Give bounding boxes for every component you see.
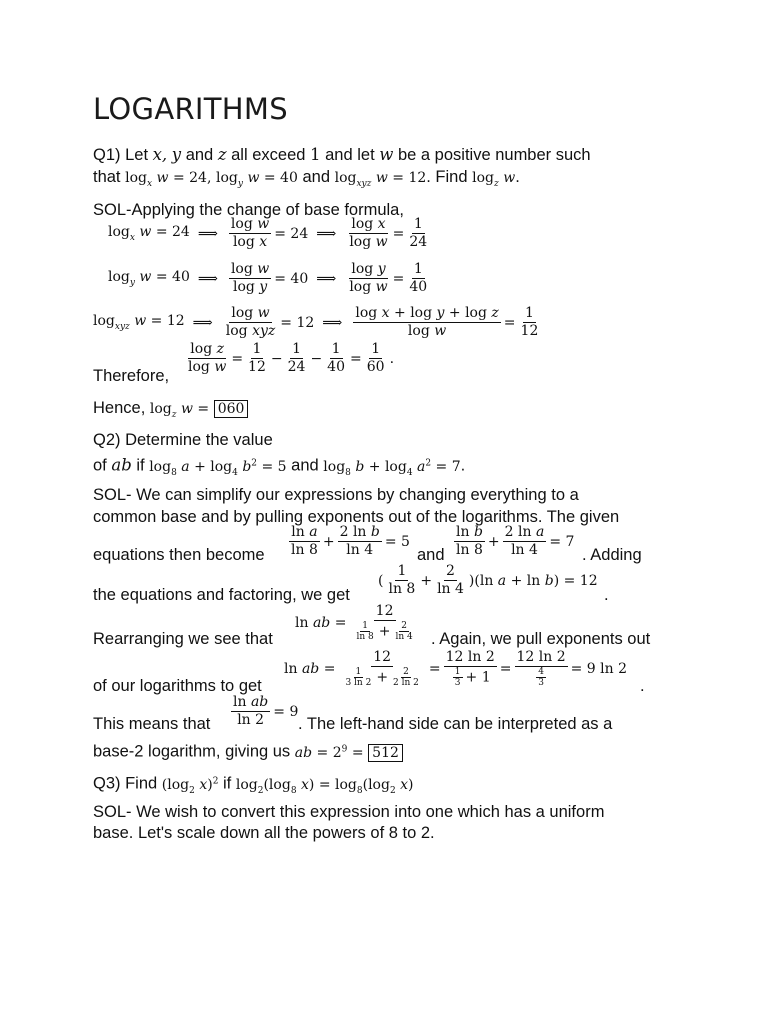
sol2-line-8-text: base-2 logarithm, giving us [93, 742, 291, 761]
sol1-therefore-eq: $\frac{\text{log z}}{\text{log w}}$ = $\frac{1}{12}$ − $\frac{1}{24}$ − $\frac{1}{40}$ = $\frac{1}{60}$ . [188, 341, 395, 375]
q3-label: Q3) Find [93, 774, 158, 793]
q1-one: 1 [310, 145, 321, 164]
q2-of: of [93, 456, 107, 475]
sol1-hence: Hence, [93, 399, 146, 417]
q1-eq-b: $\log_y w = 40$ [216, 170, 298, 189]
sol2-line-3c: . Adding [582, 546, 642, 564]
sol1-therefore-label: Therefore, [93, 367, 170, 385]
sol2-line-3-text [93, 545, 265, 565]
sol3-line-2: base. Let's scale down all the powers of 8 to 2. [93, 824, 435, 842]
sol2-line-5a: Rearranging we see that [93, 630, 273, 648]
q1-var-z: z [217, 145, 227, 164]
q1-positive-text: be a positive number such [397, 146, 591, 164]
q1-find: . Find [426, 168, 468, 186]
sol1-intro: SOL-Applying the change of base formula, [93, 201, 404, 219]
sol2-period: . [604, 586, 609, 604]
q2-and: and [291, 456, 319, 475]
sol1-answer-box: 060 [214, 400, 249, 418]
sol1-eq-row-2: $\log_y w = 40$ ⟹ $\frac{\text{log w}}{\text{log y}}$ = 40 ⟹ $\frac{\text{log y}}{\text{log w}}$ = $\frac{1}{40}$ [108, 261, 428, 295]
q1-that: that [93, 168, 121, 186]
sol2-line-3a: equations then become [93, 546, 265, 564]
q1-and-2: and [302, 168, 330, 186]
q1-eq-c: $\log_{xyz} w = 12$ [334, 170, 427, 189]
q1-var-x: x, [152, 145, 168, 164]
q1-var-w: w [379, 145, 394, 164]
sol2-line-2: common base and by pulling exponents out of the logarithms. The given [93, 508, 620, 526]
sol2-line-7b: . The left-hand side can be interpreted as a [298, 715, 613, 733]
q2-eq-1: $\log_8 a + \log_4 b^2 = 5$ [149, 458, 287, 478]
q2-label: Q2) Determine the value [93, 431, 273, 449]
q3-line: Q3) Find ($\log_2$ x)$^2$ if $\log_2(\log_8$ $x) = \log_8(\log_2$ x) [93, 774, 414, 796]
q1-line-2: that $\log_x w = 24$, $\log_y w = 40$ and $\log_{xyz} w = 12$. Find $\log_z w$. [93, 168, 520, 189]
q2-line-2: of ab if $\log_8 a + \log_4 b^2 = 5$ and $\log_8 b + \log_4 a^2 = 7$. [93, 455, 466, 478]
sol1-eq-row-3: $\log_{xyz} w = 12$ ⟹ $\frac{\text{log w}}{\text{log xyz}}$ = 12 ⟹ $\frac{\text{log x + log y + log z}}{\text{log w}}$ = $\frac{1}{12}$ [93, 305, 539, 339]
sol2-answer-box: 512 [368, 744, 403, 762]
sol2-eq-5: ln ab = 12 $\frac{1}{3 \ln 2}$ + $\frac{2}{2 \ln 2}$ = 12 ln 2 $\frac{1}{3}$ + 1 = $\frac{12 \ln 2}{\frac{4}{3}}$ = 9 ln 2 [284, 649, 628, 688]
q1-and-let: and let [325, 146, 375, 164]
sol2-line-8: base-2 logarithm, giving us ab = $2^9 = 512$ [93, 739, 403, 763]
sol2-line-6: of our logarithms to get [93, 677, 262, 695]
page-title: LOGARITHMS [93, 92, 288, 126]
q2-eq-2: $\log_8 b + \log_4 a^2 = 7$ [323, 458, 461, 478]
q1-line-1 [93, 145, 591, 165]
q1-eq-a: $\log_x w = 24$, [125, 170, 212, 189]
sol2-eq-2: $\frac{\text{ln b}}{\ln 8}$ + $\frac{\text{2 ln a}}{\ln 4}$ = 7 [456, 524, 575, 558]
sol2-eq-1: $\frac{\text{ln a}}{\ln 8}$ + $\frac{\text{2 ln b}}{\ln 4}$ = 5 [291, 524, 410, 558]
q2-if: if [136, 456, 145, 475]
sol2-eq-3: ( $\frac{1}{\ln 8}$ + $\frac{2}{\ln 4}$ )(ln a + ln b) = 12 [378, 563, 598, 597]
q3-if: if [223, 774, 232, 793]
sol2-period-2: . [640, 677, 645, 695]
sol2-line-7a: This means that [93, 715, 211, 733]
sol2-line-5b: . Again, we pull exponents out [431, 630, 651, 648]
sol3-line-1: SOL- We wish to convert this expression into one which has a uniform [93, 803, 605, 821]
q2-ab: ab [111, 455, 132, 475]
sol2-line-3b: and [417, 546, 445, 564]
sol2-line-4: the equations and factoring, we get [93, 586, 350, 604]
sol2-eq-6: $\frac{\text{ln ab}}{\ln 2}$ = 9 [233, 694, 299, 728]
q1-label: Q1) Let [93, 146, 149, 164]
sol2-eq-4: ln ab = 12 $\frac{1}{\ln 8}$ + $\frac{2}{\ln 4}$ [295, 603, 413, 642]
sol1-hence-line: Hence, $\log_z w = 060$ [93, 398, 248, 425]
q1-target: $\log_z w$ [472, 170, 516, 189]
sol2-line-1: SOL- We can simplify our expressions by changing everything to a [93, 486, 579, 504]
q1-all-exceed: all exceed [231, 146, 306, 164]
q1-and: and [185, 146, 214, 164]
sol1-eq-row-1: $\log_x w = 24$ ⟹ $\frac{\text{log w}}{\text{log x}}$ = 24 ⟹ $\frac{\text{log x}}{\text{log w}}$ = $\frac{1}{24}$ [108, 216, 428, 250]
q1-var-y: y [171, 145, 182, 164]
